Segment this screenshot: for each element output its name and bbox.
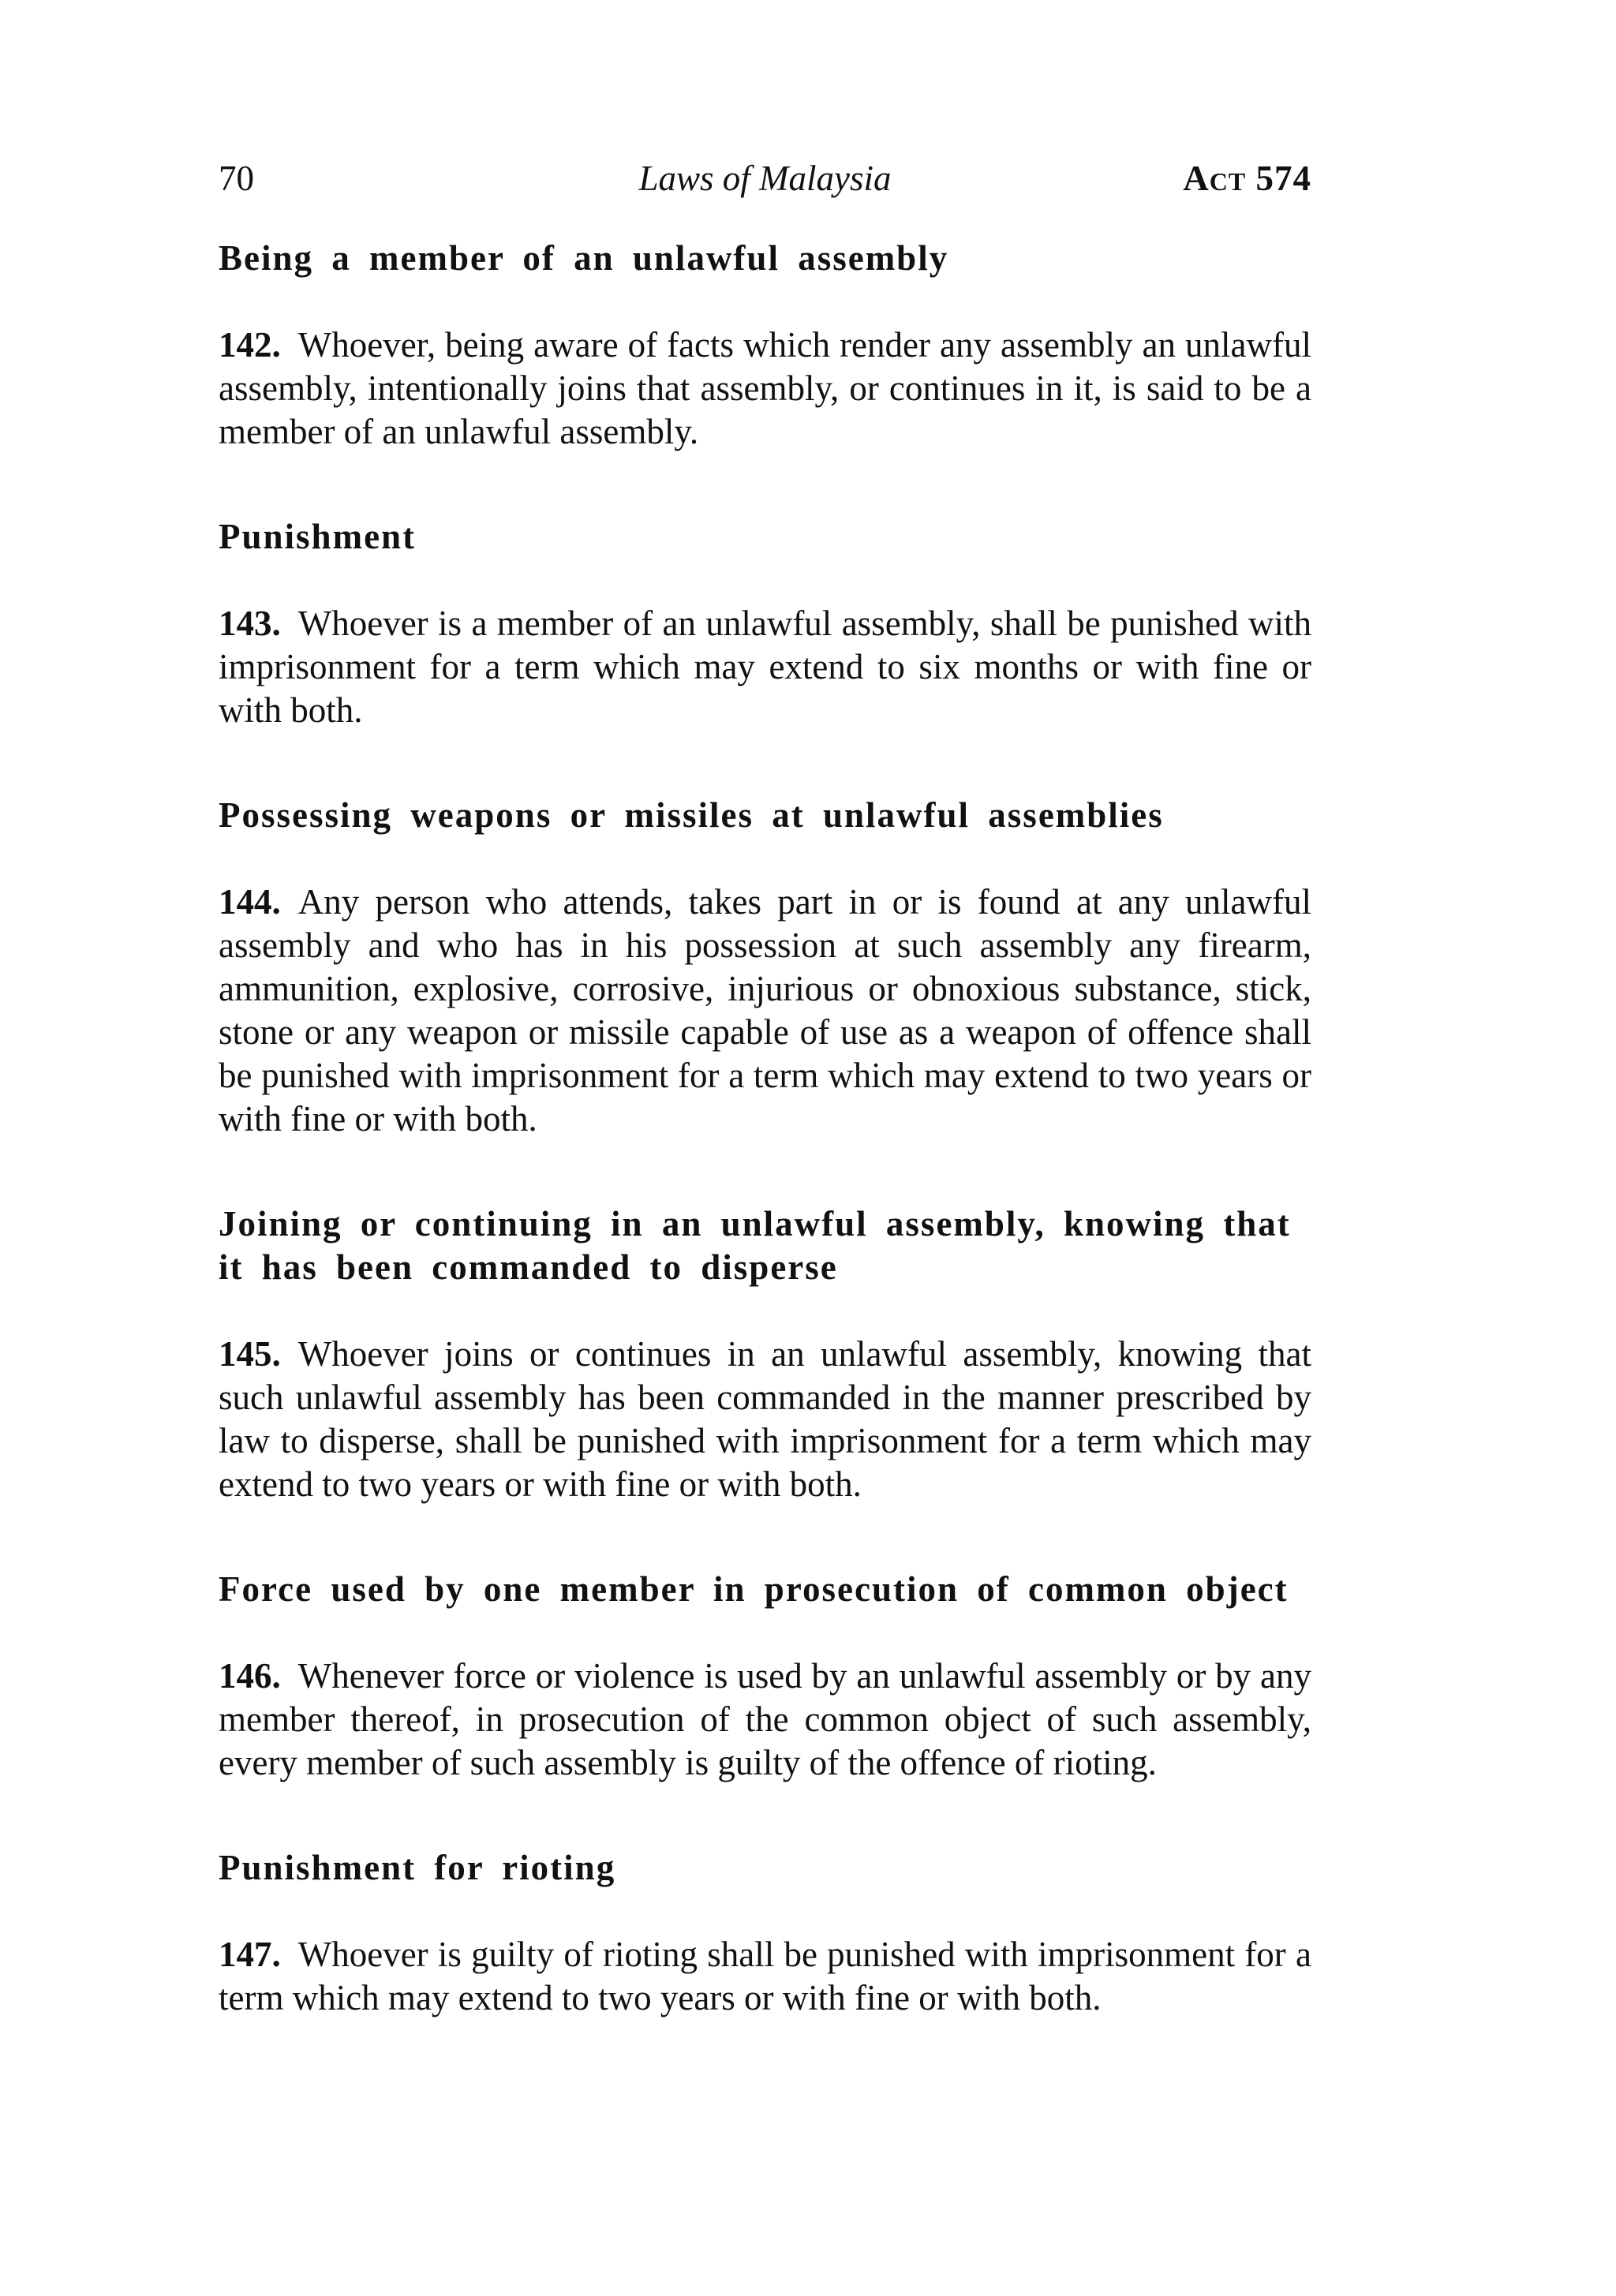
section-146	[219, 1568, 1311, 1785]
section-text-block	[219, 1933, 1311, 2020]
section-text-block	[219, 602, 1311, 732]
section-text: Whenever force or violence is used by an unlawful assembly or by any member thereof, in prosecution of the common object of such assembly, every member of such assembly is guilty of the offence of rioting.	[219, 1656, 1311, 1782]
section-number: 147.	[219, 1935, 281, 1974]
running-header	[219, 155, 1311, 202]
section-text: Whoever joins or continues in an unlawful assembly, knowing that such unlawful assembly has been commanded in the manner prescribed by law to disperse, shall be punished with imprisonment for a term which may extend to two years or with fine or with both.	[219, 1334, 1311, 1504]
section-text-block	[219, 1333, 1311, 1506]
section-145	[219, 1202, 1311, 1506]
section-text: Whoever is a member of an unlawful assembly, shall be punished with imprisonment for a term which may extend to six months or with fine or with both.	[219, 604, 1311, 730]
section-heading: Punishment for rioting	[219, 1848, 616, 1887]
section-142	[219, 237, 1311, 454]
section-147	[219, 1846, 1311, 2020]
section-144	[219, 794, 1311, 1141]
section-number: 143.	[219, 604, 281, 643]
book-title: Laws of Malaysia	[638, 159, 892, 198]
section-number: 142.	[219, 325, 281, 365]
section-heading: Being a member of an unlawful assembly	[219, 238, 949, 278]
section-text: Whoever, being aware of facts which render any assembly an unlawful assembly, intentionally joins that assembly, or continues in it, is said to be a member of an unlawful assembly.	[219, 325, 1311, 451]
section-heading: Punishment	[219, 517, 417, 556]
section-heading: Possessing weapons or missiles at unlawful assemblies	[219, 795, 1164, 835]
document-body	[219, 237, 1311, 2081]
section-text-block	[219, 1655, 1311, 1785]
section-number: 144.	[219, 882, 281, 922]
section-text-block	[219, 881, 1311, 1141]
section-text: Any person who attends, takes part in or is found at any unlawful assembly and who has in his possession at such assembly any firearm, ammunition, explosive, corrosive, injurious or obnoxious substance, stick, stone or any weapon or missile capable of use as a weapon of offence shall be punished with imprisonment for a term which may extend to two years or with fine or with both.	[219, 882, 1311, 1139]
section-heading: Joining or continuing in an unlawful assembly, knowing that it has been commanded to disperse	[219, 1204, 1291, 1287]
page-number: 70	[219, 159, 254, 198]
section-143	[219, 515, 1311, 732]
section-text-block	[219, 323, 1311, 454]
section-number: 146.	[219, 1656, 281, 1696]
section-number: 145.	[219, 1334, 281, 1374]
section-heading: Force used by one member in prosecution of common object	[219, 1569, 1289, 1609]
act-reference: Act 574	[1183, 159, 1311, 198]
section-text: Whoever is guilty of rioting shall be punished with imprisonment for a term which may extend to two years or with fine or with both.	[219, 1935, 1311, 2017]
